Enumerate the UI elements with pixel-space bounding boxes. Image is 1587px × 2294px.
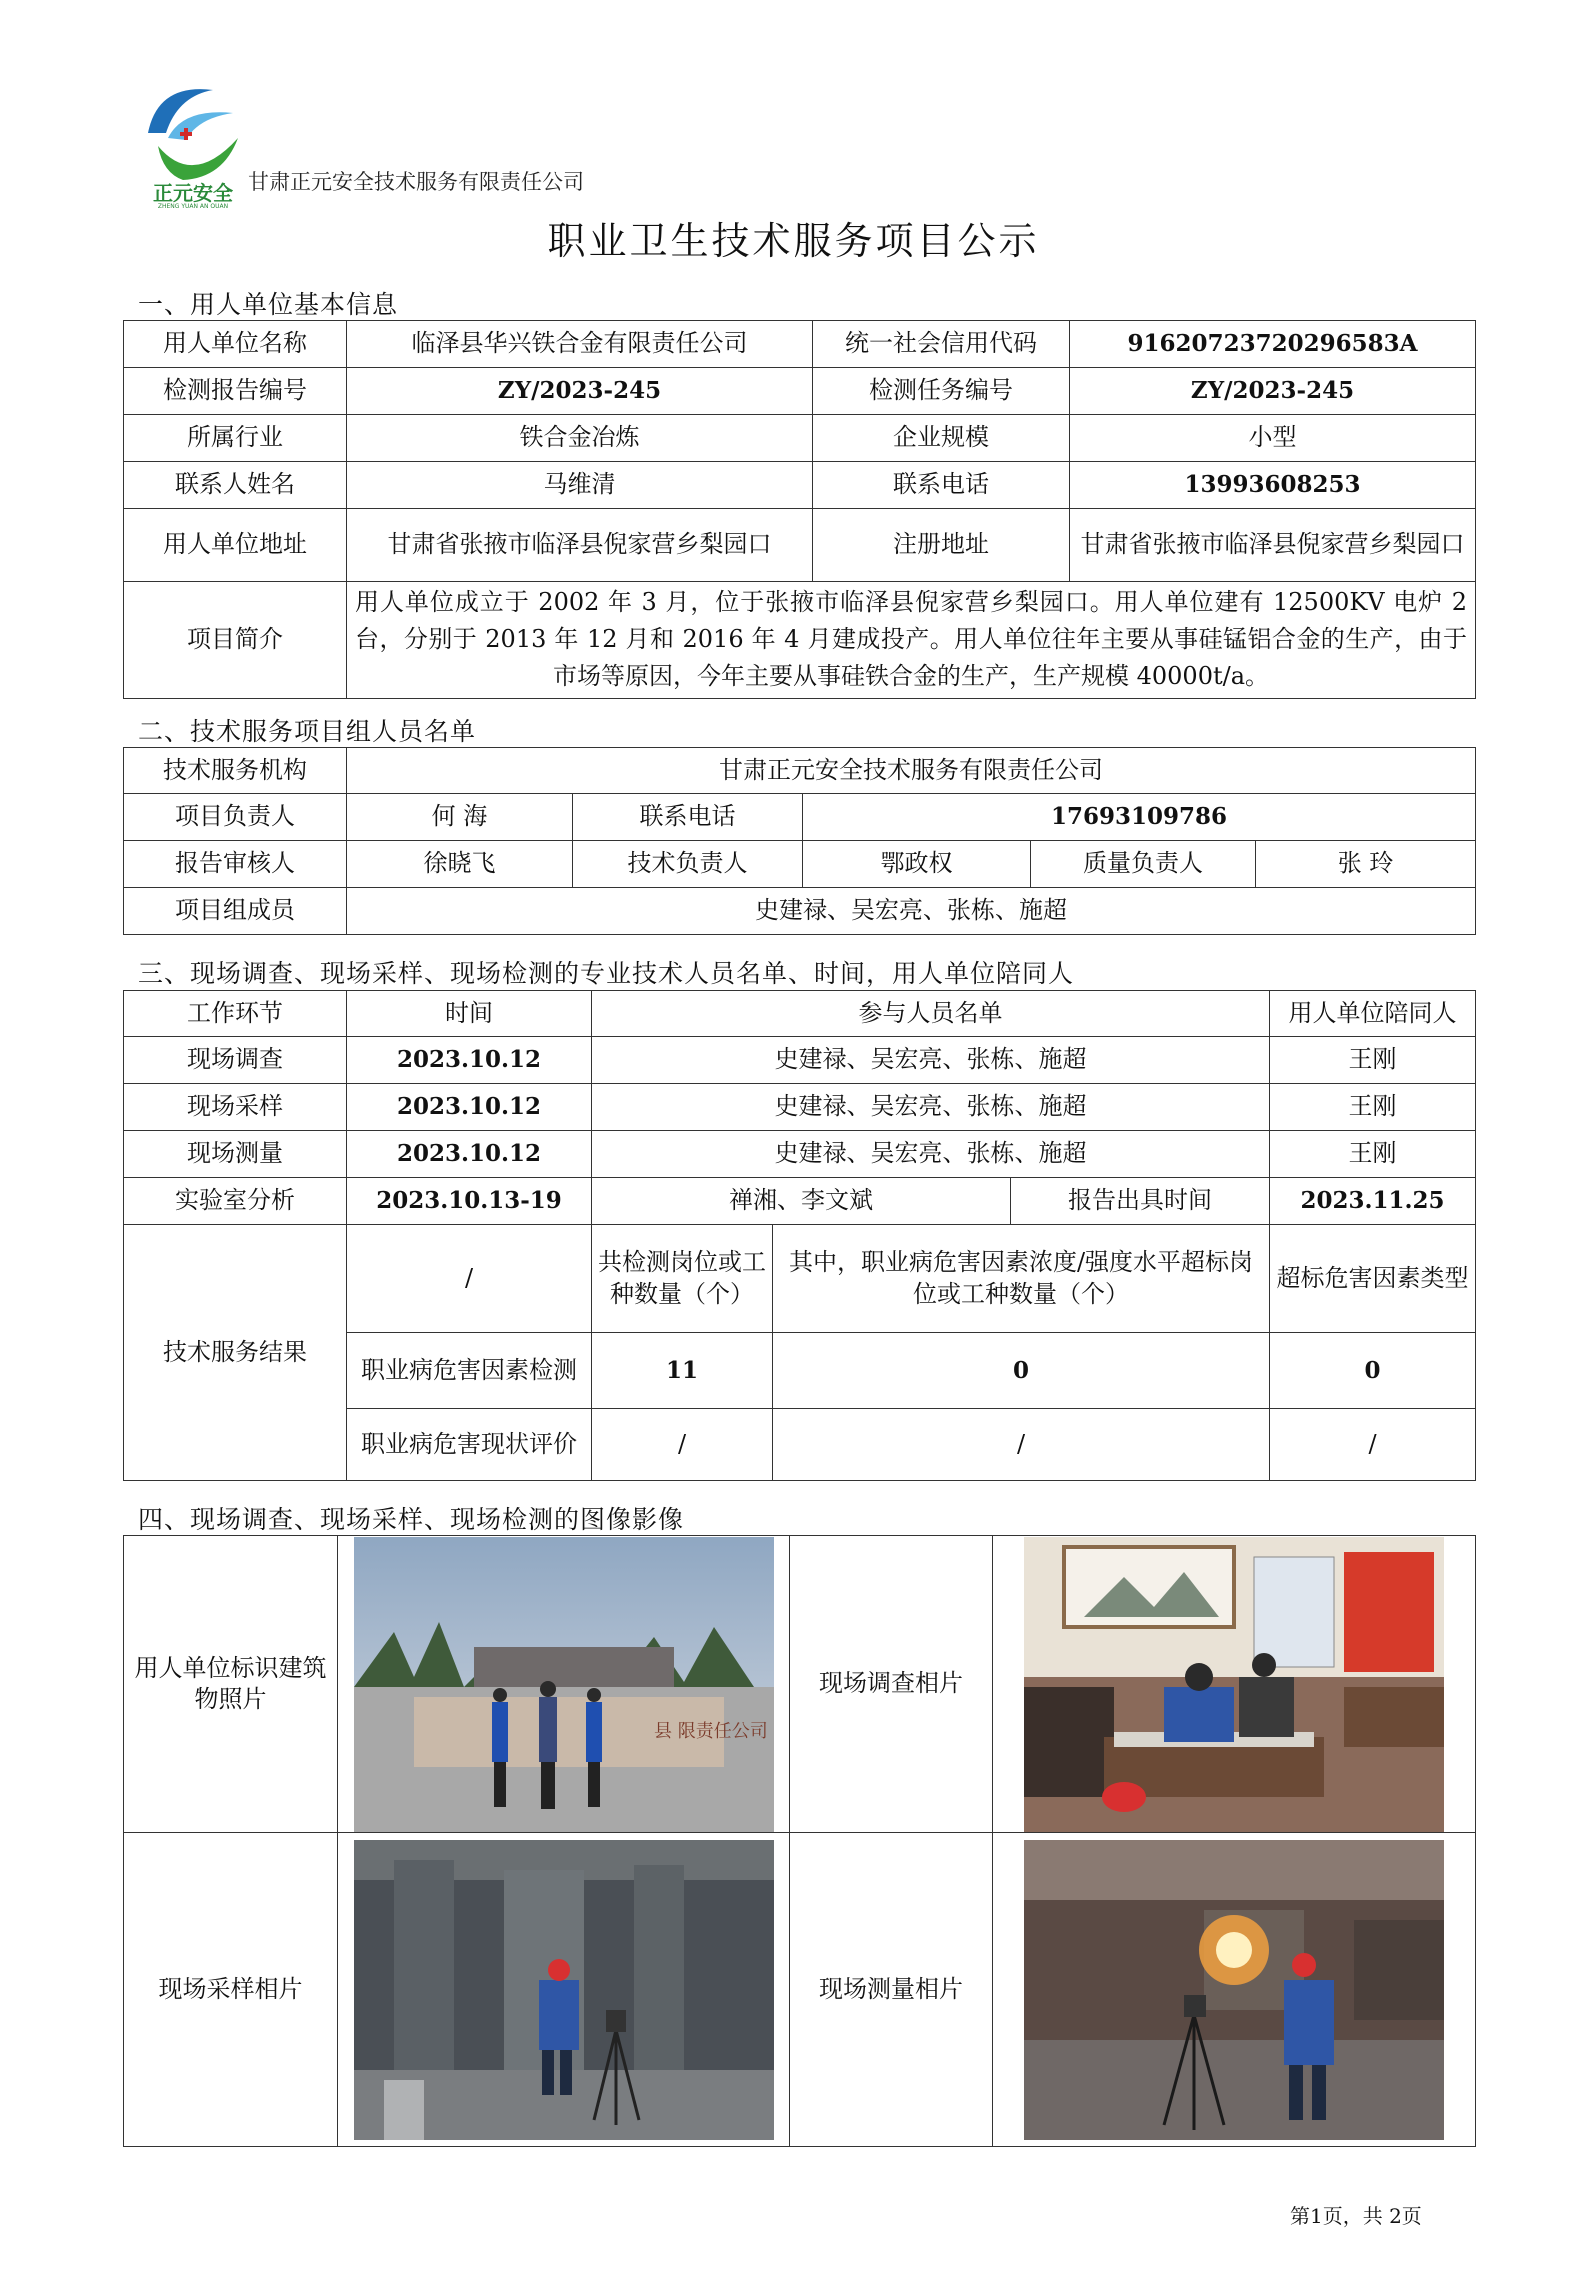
label-team-phone: 联系电话 [573, 794, 803, 841]
service-org: 甘肃正元安全技术服务有限责任公司 [347, 748, 1476, 794]
reviewer: 徐晓飞 [347, 841, 573, 888]
people: 史建禄、吴宏亮、张栋、施超 [592, 1037, 1270, 1084]
photo-survey-cell [993, 1536, 1476, 1833]
tech-lead: 鄂政权 [803, 841, 1031, 888]
result-row1-label: 职业病危害因素检测 [347, 1333, 592, 1409]
table-row [124, 841, 1476, 888]
people: 史建禄、吴宏亮、张栋、施超 [592, 1131, 1270, 1178]
label-leader: 项目负责人 [124, 794, 347, 841]
table-row [124, 415, 1476, 462]
escort: 王刚 [1270, 1037, 1476, 1084]
label-task-no: 检测任务编号 [813, 368, 1070, 415]
header-stage: 工作环节 [124, 991, 347, 1037]
header-time: 时间 [347, 991, 592, 1037]
sampling-photo [354, 1840, 774, 2140]
table-row [124, 582, 1476, 699]
table-row [124, 368, 1476, 415]
task-no: ZY/2023-245 [1070, 368, 1476, 415]
document-title: 职业卫生技术服务项目公示 [547, 219, 1040, 263]
measurement-photo [1024, 1840, 1444, 2140]
result-row2-type: / [1270, 1409, 1476, 1481]
scale: 小型 [1070, 415, 1476, 462]
table-row [124, 1536, 1476, 1833]
section-3-heading: 三、现场调查、现场采样、现场检测的专业技术人员名单、时间，用人单位陪同人 [138, 959, 1075, 988]
project-intro: 用人单位成立于 2002 年 3 月，位于张掖市临泽县倪家营乡梨园口。用人单位建有 12500KV 电炉 2 台，分别于 2013 年 12 月和 2016 年 4 月建成投产。用人单位往年主要从事硅锰铝合金的生产，由于市场等原因，今年主要从事硅铁合金的生产，生产规模 40000t/a。 [347, 582, 1476, 699]
stage: 现场调查 [124, 1037, 347, 1084]
header-escort: 用人单位陪同人 [1270, 991, 1476, 1037]
table-row [124, 794, 1476, 841]
table-row [124, 1178, 1476, 1225]
table-row [124, 321, 1476, 368]
logo-pinyin: ZHENG YUAN AN QUAN [157, 203, 229, 208]
sign-text: 县 限责任公司 [653, 1720, 768, 1742]
table-row [124, 509, 1476, 582]
team-members: 史建禄、吴宏亮、张栋、施超 [347, 888, 1476, 935]
fieldwork-table [123, 990, 1476, 1481]
result-row1-count: 11 [592, 1333, 773, 1409]
label-reviewer: 报告审核人 [124, 841, 347, 888]
photo-label-measurement: 现场测量相片 [790, 1833, 993, 2147]
issue-date: 2023.11.25 [1270, 1178, 1476, 1225]
page-number: 第1页，共 2页 [1290, 2204, 1422, 2228]
team-phone: 17693109786 [803, 794, 1476, 841]
company-name-header: 甘肃正元安全技术服务有限责任公司 [248, 170, 584, 194]
building-photo [354, 1537, 774, 1832]
table-row [124, 1833, 1476, 2147]
logo-text: 正元安全 [153, 181, 233, 205]
photo-table [123, 1535, 1476, 2147]
label-credit-code: 统一社会信用代码 [813, 321, 1070, 368]
table-row [124, 1131, 1476, 1178]
label-tech-lead: 技术负责人 [573, 841, 803, 888]
stage: 现场采样 [124, 1084, 347, 1131]
label-contact: 联系人姓名 [124, 462, 347, 509]
phone: 13993608253 [1070, 462, 1476, 509]
photo-building-cell [338, 1536, 790, 1833]
label-intro: 项目简介 [124, 582, 347, 699]
lab-time: 2023.10.13-19 [347, 1178, 592, 1225]
section-1-heading: 一、用人单位基本信息 [138, 290, 399, 319]
team-table [123, 747, 1476, 935]
result-slash: / [347, 1225, 592, 1333]
result-header-type: 超标危害因素类型 [1270, 1225, 1476, 1333]
table-row [124, 1225, 1476, 1333]
lab-people: 禅湘、李文斌 [592, 1178, 1011, 1225]
escort: 王刚 [1270, 1084, 1476, 1131]
company-logo-icon [138, 78, 248, 208]
address: 甘肃省张掖市临泽县倪家营乡梨园口 [347, 509, 813, 582]
time: 2023.10.12 [347, 1131, 592, 1178]
label-report-no: 检测报告编号 [124, 368, 347, 415]
label-org: 技术服务机构 [124, 748, 347, 794]
label-unit-name: 用人单位名称 [124, 321, 347, 368]
table-row [124, 888, 1476, 935]
label-phone: 联系电话 [813, 462, 1070, 509]
table-row [124, 991, 1476, 1037]
header-people: 参与人员名单 [592, 991, 1270, 1037]
people: 史建禄、吴宏亮、张栋、施超 [592, 1084, 1270, 1131]
photo-label-sampling: 现场采样相片 [124, 1833, 338, 2147]
table-row [124, 462, 1476, 509]
report-no: ZY/2023-245 [347, 368, 813, 415]
label-address: 用人单位地址 [124, 509, 347, 582]
table-row [124, 748, 1476, 794]
table-row [124, 1037, 1476, 1084]
result-row2-exceed: / [773, 1409, 1270, 1481]
label-scale: 企业规模 [813, 415, 1070, 462]
photo-label-survey: 现场调查相片 [790, 1536, 993, 1833]
quality-lead: 张 玲 [1256, 841, 1476, 888]
photo-label-building: 用人单位标识建筑物照片 [124, 1536, 338, 1833]
credit-code: 91620723720296583A [1070, 321, 1476, 368]
industry: 铁合金冶炼 [347, 415, 813, 462]
escort: 王刚 [1270, 1131, 1476, 1178]
section-4-heading: 四、现场调查、现场采样、现场检测的图像影像 [138, 1505, 685, 1534]
section-2-heading: 二、技术服务项目组人员名单 [138, 717, 477, 746]
result-row1-exceed: 0 [773, 1333, 1270, 1409]
contact: 马维清 [347, 462, 813, 509]
survey-photo [1024, 1537, 1444, 1832]
result-row1-type: 0 [1270, 1333, 1476, 1409]
label-issue-date: 报告出具时间 [1011, 1178, 1270, 1225]
unit-name: 临泽县华兴铁合金有限责任公司 [347, 321, 813, 368]
time: 2023.10.12 [347, 1084, 592, 1131]
result-label: 技术服务结果 [124, 1225, 347, 1481]
lab-stage: 实验室分析 [124, 1178, 347, 1225]
reg-address: 甘肃省张掖市临泽县倪家营乡梨园口 [1070, 509, 1476, 582]
table-row [124, 1084, 1476, 1131]
result-header-exceed: 其中，职业病危害因素浓度/强度水平超标岗位或工种数量（个） [773, 1225, 1270, 1333]
photo-sampling-cell [338, 1833, 790, 2147]
project-leader: 何 海 [347, 794, 573, 841]
result-row2-label: 职业病危害现状评价 [347, 1409, 592, 1481]
label-reg-address: 注册地址 [813, 509, 1070, 582]
time: 2023.10.12 [347, 1037, 592, 1084]
label-quality-lead: 质量负责人 [1031, 841, 1256, 888]
stage: 现场测量 [124, 1131, 347, 1178]
photo-measurement-cell [993, 1833, 1476, 2147]
result-row2-count: / [592, 1409, 773, 1481]
unit-info-table [123, 320, 1476, 699]
label-industry: 所属行业 [124, 415, 347, 462]
result-header-count: 共检测岗位或工种数量（个） [592, 1225, 773, 1333]
label-members: 项目组成员 [124, 888, 347, 935]
